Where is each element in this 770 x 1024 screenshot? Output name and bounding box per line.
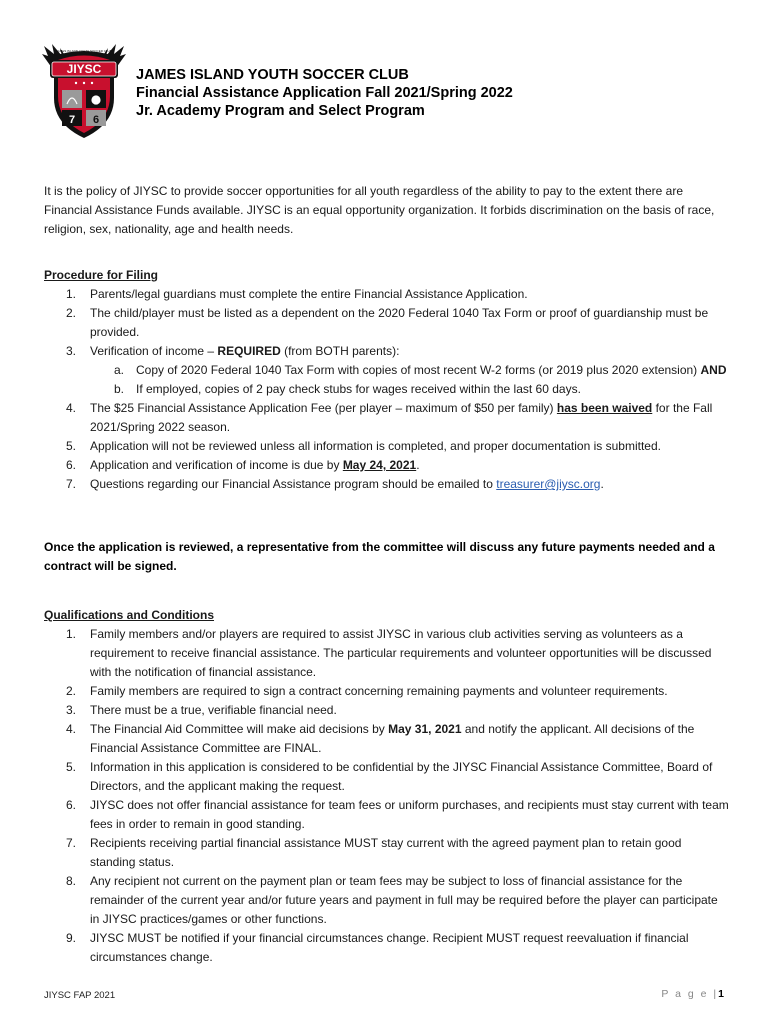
list-item: 5. Application will not be reviewed unless all information is completed, and proper documentation is submitted. <box>66 439 661 453</box>
list-item: 7. Questions regarding our Financial Assistance program should be emailed to treasurer@jiysc.org. <box>66 477 604 491</box>
qualifications-title: Qualifications and Conditions <box>44 608 215 622</box>
document-header <box>136 66 513 120</box>
list-item: 7. Recipients receiving partial financial assistance MUST stay current with the agreed payment plan to retain good standing status. <box>66 836 682 869</box>
program-title: Jr. Academy Program and Select Program <box>136 103 425 119</box>
list-item: 1. Parents/legal guardians must complete the entire Financial Assistance Application. <box>66 287 528 301</box>
procedure-section <box>44 266 730 494</box>
list-item: 9. JIYSC MUST be notified if your financial circumstances change. Recipient MUST request reevaluation if financial circumstances change. <box>66 931 689 964</box>
list-item: 2. Family members are required to sign a contract concerning remaining payments and volunteer requirements. <box>66 684 668 698</box>
footer-doc-id: JIYSC FAP 2021 <box>44 990 116 1001</box>
footer-page-indicator <box>661 988 724 1000</box>
club-name: JAMES ISLAND YOUTH SOCCER CLUB <box>136 67 409 83</box>
procedure-title: Procedure for Filing <box>44 268 159 282</box>
list-item: 8. Any recipient not current on the payment plan or team fees may be subject to loss of financial assistance for the remainder of the current year and/or future years and payment in full may be required before the player can participate in JIYSC practices/games or other functions. <box>66 874 718 926</box>
procedure-list <box>44 285 730 494</box>
list-item: 6. JIYSC does not offer financial assistance for team fees or uniform purchases, and recipients must stay current with team fees in order to remain in good standing. <box>66 798 729 831</box>
svg-text:JAMES ISLAND YOUTH SOCCER CLUB: JAMES ISLAND YOUTH SOCCER CLUB <box>56 49 112 53</box>
qualifications-section <box>44 606 730 967</box>
list-item: 3. Verification of income – REQUIRED (from BOTH parents): a. Copy of 2020 Federal 1040 Tax Form with copies of most recent W-2 forms (or 2019 plus 2020 extension) AND b. If employed, copies of 2 pay check stubs for wages received within the last 60 days. <box>44 342 730 399</box>
qualifications-list <box>44 625 730 967</box>
income-sublist <box>90 361 730 399</box>
application-title: Financial Assistance Application Fall 2021/Spring 2022 <box>136 85 513 101</box>
list-item: 2. The child/player must be listed as a dependent on the 2020 Federal 1040 Tax Form or proof of guardianship must be provided. <box>66 306 709 339</box>
treasurer-email-link[interactable]: treasurer@jiysc.org <box>496 477 601 491</box>
page-separator: | <box>713 988 719 1000</box>
review-note: Once the application is reviewed, a representative from the committee will discuss any future payments needed and a contract will be signed. <box>44 540 715 573</box>
list-item: 5. Information in this application is considered to be confidential by the JIYSC Financial Assistance Committee, Board of Directors, and the applicant making the request. <box>66 760 713 793</box>
intro-paragraph: It is the policy of JIYSC to provide soccer opportunities for all youth regardless of the ability to pay to the extent there are Financial Assistance Funds available. JIYSC is an equal opportunity organization. It forbids discrimination on the basis of race, religion, sex, nationality, age and health needs. <box>44 184 715 236</box>
svg-text:6: 6 <box>92 114 100 126</box>
jiysc-logo <box>40 40 128 140</box>
svg-text:7: 7 <box>68 114 76 126</box>
soccer-ball-icon <box>91 95 101 105</box>
list-item: 4. The Financial Aid Committee will make aid decisions by May 31, 2021 and notify the applicant. All decisions of the Financial Assistance Committee are FINAL. <box>66 722 695 755</box>
page-label: P a g e <box>661 988 709 1000</box>
page-number: 1 <box>718 988 724 1000</box>
list-item: a. Copy of 2020 Federal 1040 Tax Form with copies of most recent W-2 forms (or 2019 plus 2020 extension) AND <box>114 363 727 377</box>
list-item: b. If employed, copies of 2 pay check stubs for wages received within the last 60 days. <box>114 382 581 396</box>
list-item: 6. Application and verification of income is due by May 24, 2021. <box>66 458 420 472</box>
list-item: 4. The $25 Financial Assistance Application Fee (per player – maximum of $50 per family) has been waived for the Fall 2021/Spring 2022 season. <box>66 401 713 434</box>
list-item: 3. There must be a true, verifiable financial need. <box>66 703 337 717</box>
svg-text:JIYSC: JIYSC <box>66 62 102 76</box>
list-item: 1. Family members and/or players are required to assist JIYSC in various club activities serving as volunteers as a requirement to receive financial assistance. The particular requirements and volunteer opportunities will be discussed with the notification of financial assistance. <box>66 627 712 679</box>
